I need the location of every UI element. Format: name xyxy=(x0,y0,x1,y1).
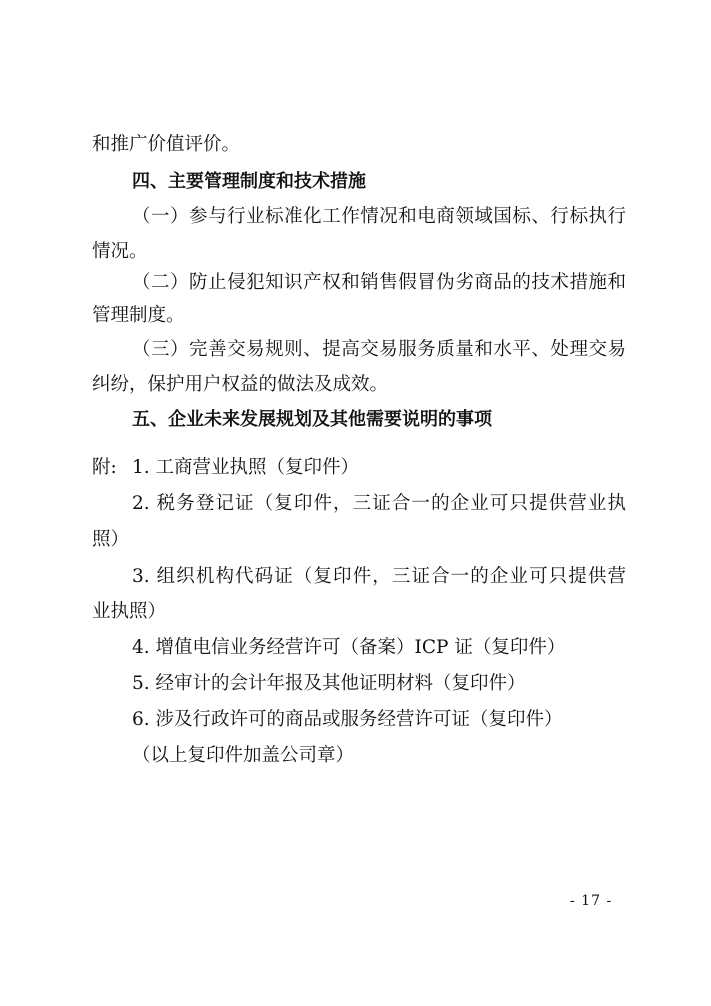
attachment-item: 业执照） xyxy=(92,601,167,622)
paragraph-line: 纠纷，保护用户权益的做法及成效。 xyxy=(92,374,389,395)
paragraph-line: 管理制度。 xyxy=(92,305,185,326)
paragraph-line: （一）参与行业标准化工作情况和电商领域国标、行标执行 xyxy=(132,206,626,227)
attachment-item: 2. 税务登记证（复印件，三证合一的企业可只提供营业执 xyxy=(132,493,626,514)
section-heading: 五、企业未来发展规划及其他需要说明的事项 xyxy=(132,409,492,430)
paragraph-line: （二）防止侵犯知识产权和销售假冒伪劣商品的技术措施和 xyxy=(132,272,626,293)
attachment-note: （以上复印件加盖公司章） xyxy=(132,745,355,766)
paragraph-line: （三）完善交易规则、提高交易服务质量和水平、处理交易 xyxy=(132,339,626,360)
paragraph-line: 情况。 xyxy=(92,241,148,262)
attachment-item: 4. 增值电信业务经营许可（备案）ICP 证（复印件） xyxy=(132,637,566,658)
paragraph-line: 和推广价值评价。 xyxy=(92,134,241,155)
attachments-label: 附: xyxy=(92,457,117,478)
page-number: - 17 - xyxy=(570,893,613,909)
attachment-item: 1. 工商营业执照（复印件） xyxy=(132,457,360,478)
attachment-item: 3. 组织机构代码证（复印件，三证合一的企业可只提供营 xyxy=(132,566,626,587)
attachment-item: 5. 经审计的会计年报及其他证明材料（复印件） xyxy=(132,673,526,694)
attachment-item: 照） xyxy=(92,529,130,550)
section-heading: 四、主要管理制度和技术措施 xyxy=(132,171,366,192)
attachment-item: 6. 涉及行政许可的商品或服务经营许可证（复印件） xyxy=(132,709,563,730)
